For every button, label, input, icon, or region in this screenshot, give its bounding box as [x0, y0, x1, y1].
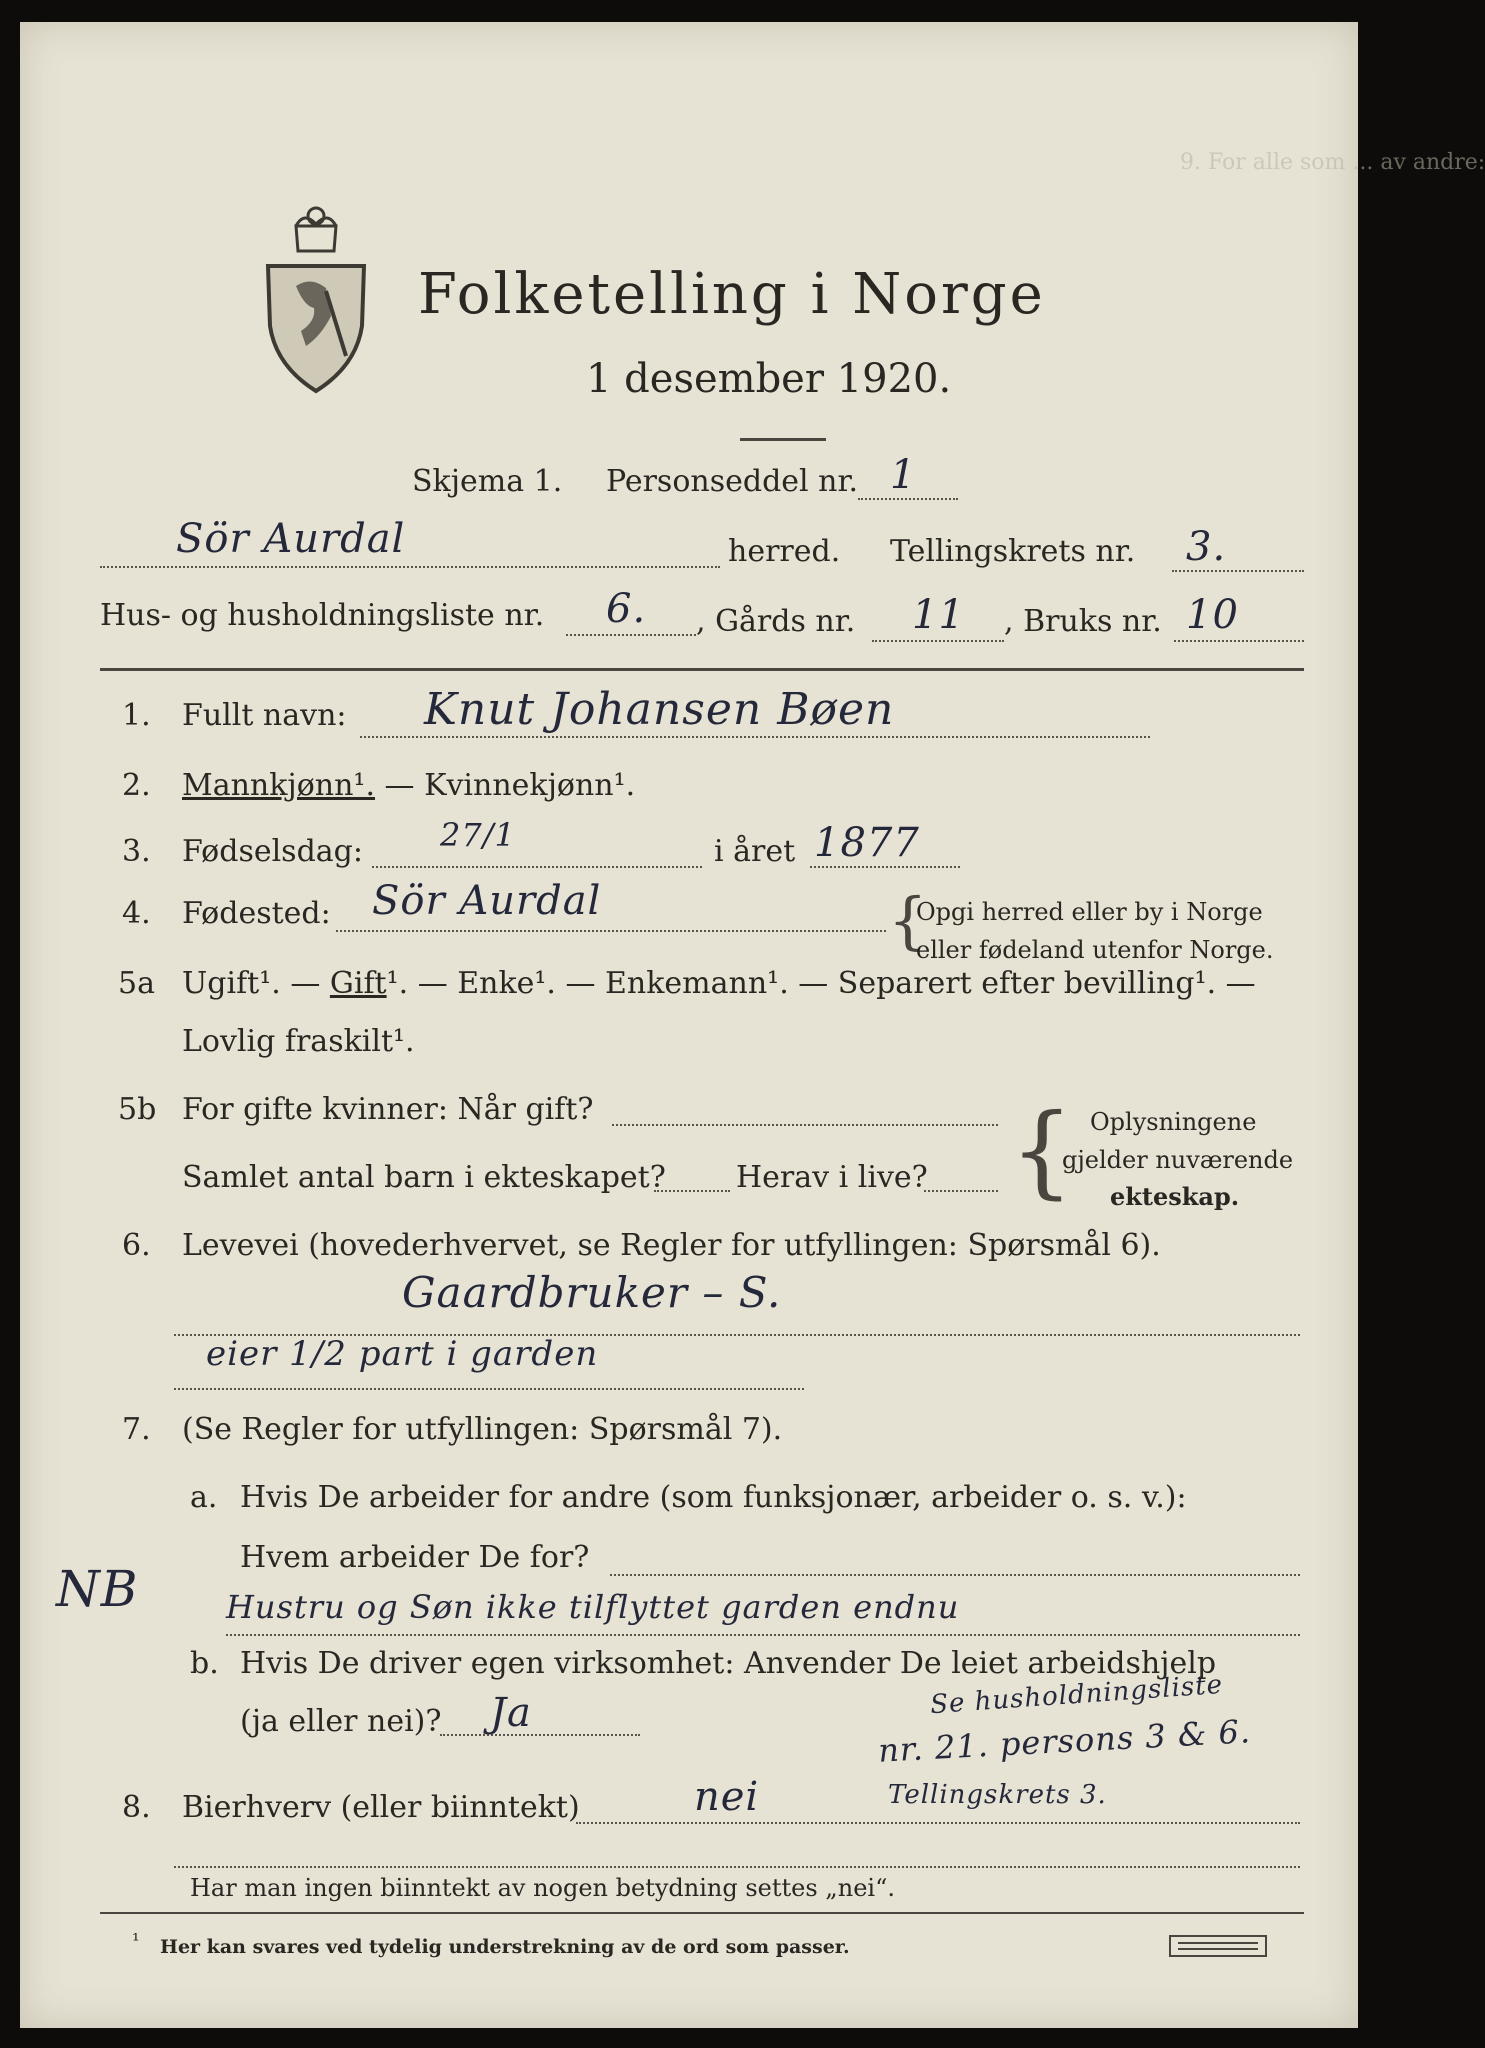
lovlig-fraskilt-option[interactable]: Lovlig fraskilt¹. [182, 1024, 415, 1059]
q1-number: 1. [122, 698, 151, 733]
birthplace-line [336, 930, 886, 932]
employer-value[interactable]: Hustru og Søn ikke tilflyttet garden endnu [226, 1588, 960, 1626]
hired-help-value[interactable]: Ja [490, 1690, 532, 1736]
hus-line [566, 634, 696, 636]
header-divider [100, 668, 1304, 671]
marital-options [182, 966, 1256, 1001]
q6-label: Levevei (hovederhvervet, se Regler for utfyllingen: Spørsmål 6). [182, 1228, 1161, 1263]
hus-label: Hus- og husholdningsliste nr. [100, 598, 545, 633]
household-list-note-2: nr. 21. persons 3 & 6. [877, 1712, 1252, 1770]
tellingskrets-label: Tellingskrets nr. [890, 534, 1136, 569]
footnote-mark: ¹ [132, 1930, 140, 1952]
title-divider [740, 438, 826, 441]
bruks-value[interactable]: 10 [1186, 592, 1239, 638]
personseddel-label: Personseddel nr. [606, 464, 859, 499]
q3-label: Fødselsdag: [182, 834, 363, 869]
q1-label: Fullt navn: [182, 698, 347, 733]
children-line [654, 1190, 730, 1192]
personseddel-line [858, 498, 958, 500]
living-children-line [924, 1190, 998, 1192]
male-option[interactable]: Mannkjønn¹. [182, 768, 375, 803]
q4-brace: { [888, 884, 928, 957]
tellingskrets-value[interactable]: 3. [1186, 524, 1227, 570]
employer-line-2 [226, 1634, 1300, 1636]
q2-number: 2. [122, 768, 151, 803]
ugift-option[interactable]: Ugift¹. — [182, 966, 330, 1001]
year-line [810, 866, 960, 868]
personseddel-value[interactable]: 1 [890, 452, 917, 498]
gender-options [182, 768, 635, 803]
occupation-value[interactable]: Gaardbruker – S. [402, 1268, 782, 1317]
footer-note: Har man ingen biinntekt av nogen betydning settes „nei“. [190, 1874, 895, 1902]
q5b-note-1: Oplysningene [1090, 1108, 1257, 1136]
tellingskrets-note: Tellingskrets 3. [888, 1780, 1107, 1810]
tellingskrets-line [1172, 570, 1304, 572]
q7b-label-2: (ja eller nei)? [240, 1704, 442, 1739]
nb-margin-note: NB [56, 1560, 139, 1618]
when-married-line [612, 1124, 998, 1126]
occupation-extra-value[interactable]: eier 1/2 part i garden [206, 1334, 599, 1374]
q4-label: Fødested: [182, 896, 331, 931]
female-option[interactable]: — Kvinnekjønn¹. [375, 768, 636, 803]
q7b-label: Hvis De driver egen virksomhet: Anvender De leiet arbeidshjelp [240, 1646, 1217, 1681]
q7-number: 7. [122, 1412, 151, 1447]
herred-value[interactable]: Sör Aurdal [176, 516, 406, 562]
bruks-label: , Bruks nr. [1004, 604, 1162, 639]
q8-number: 8. [122, 1790, 151, 1825]
q5b-label-1: For gifte kvinner: Når gift? [182, 1092, 594, 1127]
gards-label: , Gårds nr. [696, 604, 856, 639]
q4-note-2: eller fødeland utenfor Norge. [916, 936, 1274, 964]
q7b-letter: b. [190, 1646, 219, 1681]
year-label: i året [714, 834, 796, 869]
marital-other-options[interactable]: ¹. — Enke¹. — Enkemann¹. — Separert efter bevilling¹. — [386, 966, 1256, 1001]
full-name-value[interactable]: Knut Johansen Bøen [424, 684, 895, 735]
gards-line [872, 640, 1004, 642]
footer-divider [100, 1912, 1304, 1914]
show-through-text: 9. For alle som ... av andre: [1180, 150, 1485, 175]
q7a-letter: a. [190, 1480, 218, 1515]
occupation-line-2 [174, 1388, 804, 1390]
gards-value[interactable]: 11 [912, 592, 965, 638]
herred-label: herred. [728, 534, 841, 569]
q5b-note-3: ekteskap. [1110, 1182, 1240, 1211]
skjema-label: Skjema 1. [412, 464, 563, 499]
q5b-brace: { [1010, 1092, 1074, 1209]
q7-label: (Se Regler for utfyllingen: Spørsmål 7). [182, 1412, 783, 1447]
q5b-number: 5b [118, 1092, 157, 1127]
q4-note-1: Opgi herred eller by i Norge [916, 898, 1263, 926]
gift-option[interactable]: Gift [329, 966, 387, 1001]
side-income-line [576, 1822, 1300, 1824]
side-income-line-2 [174, 1866, 1300, 1868]
q8-label: Bierhverv (eller biinntekt) [182, 1790, 580, 1825]
q4-number: 4. [122, 896, 151, 931]
q5b-label-3: Herav i live? [736, 1160, 928, 1195]
printer-stamp-icon [1168, 1934, 1268, 1958]
household-list-note-1: Se husholdningsliste [929, 1669, 1224, 1721]
q5b-label-2: Samlet antal barn i ekteskapet? [182, 1160, 666, 1195]
q3-number: 3. [122, 834, 151, 869]
page-title: Folketelling i Norge [418, 262, 1046, 327]
q5b-note-2: gjelder nuværende [1062, 1146, 1294, 1174]
birth-year-value[interactable]: 1877 [814, 820, 920, 866]
birthday-value[interactable]: 27/1 [440, 816, 516, 854]
employer-line [610, 1574, 1300, 1576]
q1-line [360, 736, 1150, 738]
census-date: 1 desember 1920. [586, 356, 952, 402]
side-income-value[interactable]: nei [694, 1774, 760, 1820]
q7a-label: Hvis De arbeider for andre (som funksjonær, arbeider o. s. v.): [240, 1480, 1187, 1515]
q7a-label-2: Hvem arbeider De for? [240, 1540, 590, 1575]
q5a-number: 5a [118, 966, 155, 1001]
herred-line [100, 566, 720, 568]
birthplace-value[interactable]: Sör Aurdal [372, 878, 602, 924]
q6-number: 6. [122, 1228, 151, 1263]
birthday-line [372, 866, 702, 868]
hus-value[interactable]: 6. [606, 586, 647, 632]
hired-help-line [440, 1734, 640, 1736]
footnote-text: Her kan svares ved tydelig understrekning av de ord som passer. [160, 1936, 850, 1958]
bruks-line [1174, 640, 1304, 642]
norway-coat-of-arms-icon [256, 196, 376, 396]
